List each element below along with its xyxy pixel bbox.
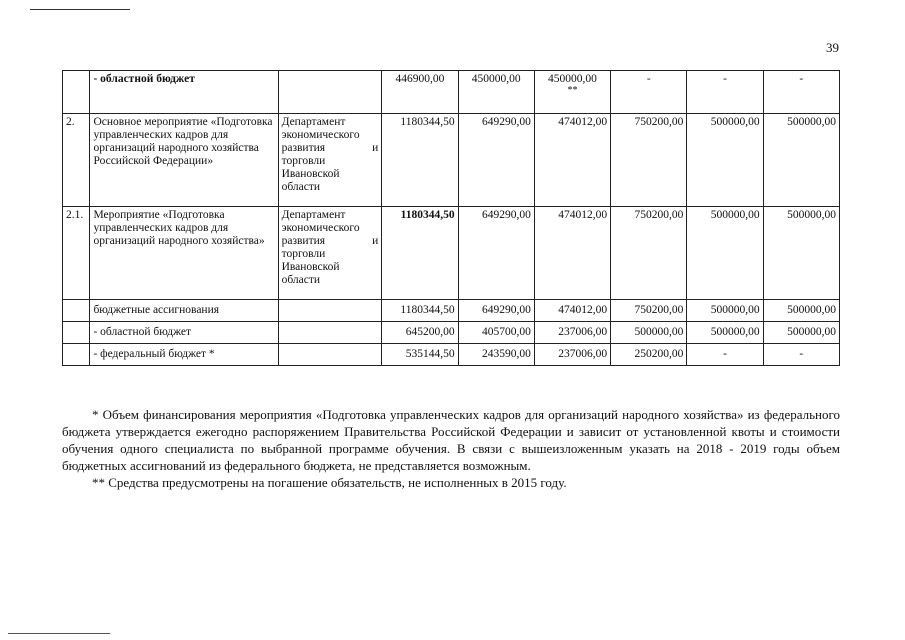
row-name: бюджетные ассигнования bbox=[90, 300, 278, 322]
row-name: - областной бюджет bbox=[90, 322, 278, 344]
row-department bbox=[278, 114, 382, 207]
table-row bbox=[63, 207, 840, 300]
value-cell: 446900,00 bbox=[382, 71, 458, 114]
row-number bbox=[63, 71, 90, 114]
value-cell: 474012,00 bbox=[534, 207, 610, 300]
row-name: - федеральный бюджет * bbox=[90, 344, 278, 366]
row-number bbox=[63, 344, 90, 366]
footnote-federal: * Объем финансирования мероприятия «Подготовка управленческих кадров для организаций народного хозяйства» из федерального бюджета утверждается ежегодно распоряжением Правительства Российской Федерации и зависит от установленной квоты и стоимости обучения одного специалиста по выбранной программе обучения. В связи с вышеизложенным указать на 2018 - 2019 годы объем бюджетных ассигнований из федерального бюджета, не представляется возможным. bbox=[62, 407, 840, 473]
page-number: 39 bbox=[826, 40, 839, 55]
dept-line: области bbox=[281, 274, 321, 286]
dept-line: торговли bbox=[281, 155, 326, 167]
value-cell: 1180344,50 bbox=[382, 300, 458, 322]
value-cell: 500000,00 bbox=[763, 207, 839, 300]
dept-line: области bbox=[281, 181, 321, 193]
dept-line: Департамент bbox=[281, 116, 346, 128]
value-cell: - bbox=[763, 344, 839, 366]
row-name: Основное мероприятие «Подготовка управленческих кадров для организаций народного хозяйства Российской Федерации» bbox=[90, 114, 278, 207]
value-cell: - bbox=[687, 71, 763, 114]
value-cell: 474012,00 bbox=[534, 114, 610, 207]
row-number: 2.1. bbox=[63, 207, 90, 300]
value-cell: 237006,00 bbox=[534, 322, 610, 344]
value-cell: 1180344,50 bbox=[382, 114, 458, 207]
dept-line: Ивановской bbox=[281, 261, 340, 273]
value-cell: 645200,00 bbox=[382, 322, 458, 344]
table-row bbox=[63, 114, 840, 207]
value-cell: 500000,00 bbox=[763, 114, 839, 207]
value-cell: 405700,00 bbox=[458, 322, 534, 344]
value-cell bbox=[534, 71, 610, 114]
value-cell: 535144,50 bbox=[382, 344, 458, 366]
budget-table bbox=[62, 70, 840, 366]
row-number: 2. bbox=[63, 114, 90, 207]
footnote-obligations: ** Средства предусмотрены на погашение обязательств, не исполненных в 2015 году. bbox=[92, 475, 567, 490]
value-cell: 243590,00 bbox=[458, 344, 534, 366]
top-rule bbox=[30, 9, 130, 10]
value-cell: - bbox=[687, 344, 763, 366]
table-row bbox=[63, 344, 840, 366]
dept-line: экономического bbox=[281, 129, 360, 141]
value-cell: 474012,00 bbox=[534, 300, 610, 322]
value-cell: 500000,00 bbox=[687, 207, 763, 300]
value-cell: 649290,00 bbox=[458, 114, 534, 207]
row-name: - областной бюджет bbox=[90, 71, 278, 114]
row-department bbox=[278, 207, 382, 300]
row-name: Мероприятие «Подготовка управленческих кадров для организаций народного хозяйства» bbox=[90, 207, 278, 300]
table-row bbox=[63, 300, 840, 322]
table-row bbox=[63, 71, 840, 114]
dept-line: экономического bbox=[281, 222, 360, 234]
dept-line: развития и bbox=[281, 235, 379, 247]
value-cell: 500000,00 bbox=[611, 322, 687, 344]
value-cell: 750200,00 bbox=[611, 300, 687, 322]
value-cell: 450000,00 bbox=[458, 71, 534, 114]
row-number bbox=[63, 300, 90, 322]
value-cell: 500000,00 bbox=[763, 322, 839, 344]
value-cell: 250200,00 bbox=[611, 344, 687, 366]
table-row bbox=[63, 322, 840, 344]
value-text: 450000,00 bbox=[548, 73, 597, 85]
row-department bbox=[278, 71, 382, 114]
row-department bbox=[278, 344, 382, 366]
dept-line: торговли bbox=[281, 248, 326, 260]
note-mark: ** bbox=[567, 85, 578, 96]
row-number bbox=[63, 322, 90, 344]
value-cell: 237006,00 bbox=[534, 344, 610, 366]
footnotes bbox=[62, 406, 840, 491]
value-cell: 649290,00 bbox=[458, 207, 534, 300]
dept-line: развития и bbox=[281, 142, 379, 154]
dept-line: Департамент bbox=[281, 209, 346, 221]
value-cell: - bbox=[763, 71, 839, 114]
value-cell: 649290,00 bbox=[458, 300, 534, 322]
value-cell: 750200,00 bbox=[611, 114, 687, 207]
dept-line: Ивановской bbox=[281, 168, 340, 180]
row-department bbox=[278, 300, 382, 322]
value-cell: 500000,00 bbox=[687, 114, 763, 207]
bottom-rule bbox=[8, 633, 110, 634]
value-cell: 1180344,50 bbox=[382, 207, 458, 300]
row-department bbox=[278, 322, 382, 344]
value-cell: - bbox=[611, 71, 687, 114]
value-cell: 500000,00 bbox=[763, 300, 839, 322]
value-cell: 500000,00 bbox=[687, 322, 763, 344]
value-cell: 500000,00 bbox=[687, 300, 763, 322]
value-cell: 750200,00 bbox=[611, 207, 687, 300]
